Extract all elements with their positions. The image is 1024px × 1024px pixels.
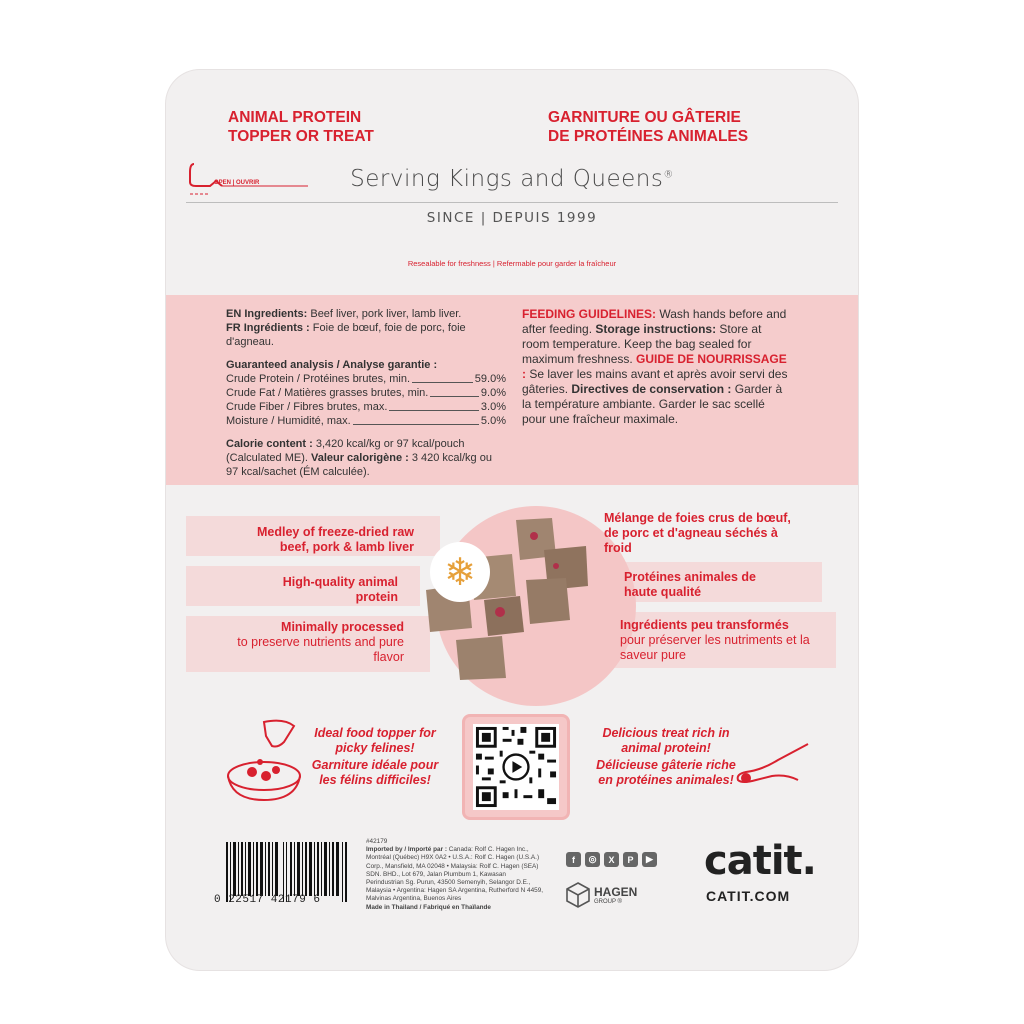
calorie-fr-text: 3 420 kcal/kg ou 97 kcal/sachet (ÉM calculée). [226, 452, 492, 478]
feature-right-3-normal: pour préserver les nutriments et la saveur pure [620, 633, 810, 662]
analysis-value: 5.0% [480, 415, 506, 427]
feature-left-1 [226, 525, 414, 555]
title-fr [548, 108, 748, 146]
calorie-label: Calorie content : [226, 438, 313, 450]
treat-en: Delicious treat rich in animal protein! [602, 726, 730, 755]
youtube-icon[interactable]: ▶ [642, 852, 657, 867]
title-fr-line2: DE PROTÉINES ANIMALES [548, 128, 749, 145]
analysis-row [226, 386, 506, 400]
analysis-title: Guaranteed analysis / Analyse garantie : [226, 359, 438, 371]
hagen-logo [566, 882, 637, 908]
info-panel [166, 295, 858, 485]
website-url[interactable]: CATIT.COM [706, 888, 791, 904]
analysis-value: 3.0% [480, 401, 506, 413]
pinterest-icon[interactable]: P [623, 852, 638, 867]
topper-en: Ideal food topper for picky felines! [314, 726, 436, 755]
feature-right-2-text: Protéines animales de haute qualité [624, 570, 757, 599]
hagen-group: GROUP ® [594, 899, 622, 905]
made-in: Made in Thailand / Fabriqué en Thaïlande [366, 903, 491, 911]
open-label: OPEN | OUVRIR [214, 180, 260, 186]
item-number: #42179 [366, 838, 388, 845]
analysis-row [226, 372, 506, 386]
feature-right-3-bold: Ingrédients peu transformés [620, 618, 789, 632]
feature-right-1-text: Mélange de foies crus de bœuf, de porc et d'agneau séchés à froid [604, 511, 791, 555]
hagen-name: HAGEN [594, 885, 638, 899]
storage-fr-text: Garder à la température ambiante. Garder le sac scellé pour une fraîcheur maximale. [522, 382, 783, 426]
feeding-column [522, 307, 792, 427]
analysis-label: Crude Fiber / Fibres brutes, max. [226, 401, 388, 413]
imported-text: Canada: Rolf C. Hagen Inc., Montréal (Québec) H9X 0A2 • U.S.A.: Rolf C. Hagen (U.S.A.) Corp., Mansfield, MA 02048 • Malaysia: Rolf C. Hagen (SEA) SDN. BHD., Lot 679, Jalan Plumbum 1, Kawasan Perindustrian Sg. Purun, 43500 Semenyih, Selangor D.E., Malaysia • Argentina: Hagen SA Argentina, Rutherford N 4459, Malvinas Argentina, Buenos Aires [366, 846, 544, 903]
food-bowl-icon [224, 718, 320, 806]
divider [186, 202, 838, 203]
storage-text: Store at room temperature. Keep the bag sealed for maximum freshness. [522, 322, 762, 366]
feeding-fr-label: GUIDE DE NOURRISSAGE : [522, 352, 787, 381]
feature-right-1 [604, 511, 804, 556]
ingredients-fr-text: Foie de bœuf, foie de porc, foie d'agneau. [226, 322, 466, 348]
analysis-row [226, 400, 506, 414]
ingredients-en-label: EN Ingredients: [226, 308, 308, 320]
feature-left-1-text: Medley of freeze-dried raw beef, pork & lamb liver [257, 525, 414, 554]
ingredients-fr-label: FR Ingrédients : [226, 322, 310, 334]
feature-left-3 [236, 620, 404, 665]
imported-block [366, 838, 544, 912]
qr-code-icon[interactable] [473, 724, 559, 810]
title-fr-line1: GARNITURE OU GÂTERIE [548, 109, 741, 126]
analysis-label: Crude Fat / Matières grasses brutes, min. [226, 387, 429, 399]
registered-mark: ® [663, 169, 674, 181]
analysis-label: Crude Protein / Protéines brutes, min. [226, 373, 411, 385]
feeding-text: Wash hands before and after feeding. [522, 307, 787, 336]
calorie-content [226, 437, 506, 479]
feeding-fr-text: Se laver les mains avant et après avoir servi des gâteries. [522, 367, 788, 396]
ingredients-en-text: Beef liver, pork liver, lamb liver. [307, 308, 462, 320]
analysis-value: 9.0% [480, 387, 506, 399]
feature-left-3-bold: Minimally processed [281, 620, 404, 634]
x-icon[interactable]: X [604, 852, 619, 867]
facebook-icon[interactable]: f [566, 852, 581, 867]
pouch-back [166, 70, 858, 970]
feature-right-3 [620, 618, 810, 663]
snowflake-icon: ❄ [430, 542, 490, 602]
title-en [228, 108, 374, 146]
feature-right-2 [624, 570, 784, 600]
barcode [226, 842, 348, 902]
title-en-line2: TOPPER OR TREAT [228, 128, 374, 145]
calorie-text: 3,420 kcal/kg or 97 kcal/pouch (Calculated ME). [226, 438, 465, 464]
analysis-label: Moisture / Humidité, max. [226, 415, 351, 427]
barcode-digits: 0 22517 42179 6 [214, 894, 321, 906]
treat-hand-icon [732, 734, 812, 790]
analysis-row [226, 414, 506, 428]
feature-left-2-text: High-quality animal protein [282, 575, 398, 604]
tagline-text: Serving Kings and Queens [350, 166, 664, 192]
feature-left-2 [256, 575, 398, 605]
calorie-fr-label: Valeur calorigène : [307, 452, 409, 464]
tagline [166, 166, 858, 192]
qr-code-frame[interactable] [462, 714, 570, 820]
feature-left-3-normal: to preserve nutrients and pure flavor [237, 635, 404, 664]
feeding-label: FEEDING GUIDELINES: [522, 307, 657, 321]
treat-fr: Délicieuse gâterie riche en protéines animales! [596, 758, 736, 787]
topper-fr: Garniture idéale pour les félins difficiles! [311, 758, 439, 787]
title-en-line1: ANIMAL PROTEIN [228, 109, 362, 126]
hagen-cube-icon [566, 882, 590, 908]
since-text: SINCE | DEPUIS 1999 [426, 210, 598, 226]
analysis-value: 59.0% [474, 373, 506, 385]
imported-label: Imported by / Importé par : [366, 846, 447, 854]
catit-logo: catit. [704, 838, 816, 884]
resealable-note: Resealable for freshness | Refermable pour garder la fraîcheur [407, 259, 617, 268]
instagram-icon[interactable]: ◎ [585, 852, 600, 867]
ingredients-column [226, 307, 506, 479]
storage-label: Storage instructions: [592, 322, 717, 336]
storage-fr-label: Directives de conservation : [568, 382, 732, 396]
social-icons [566, 852, 657, 867]
